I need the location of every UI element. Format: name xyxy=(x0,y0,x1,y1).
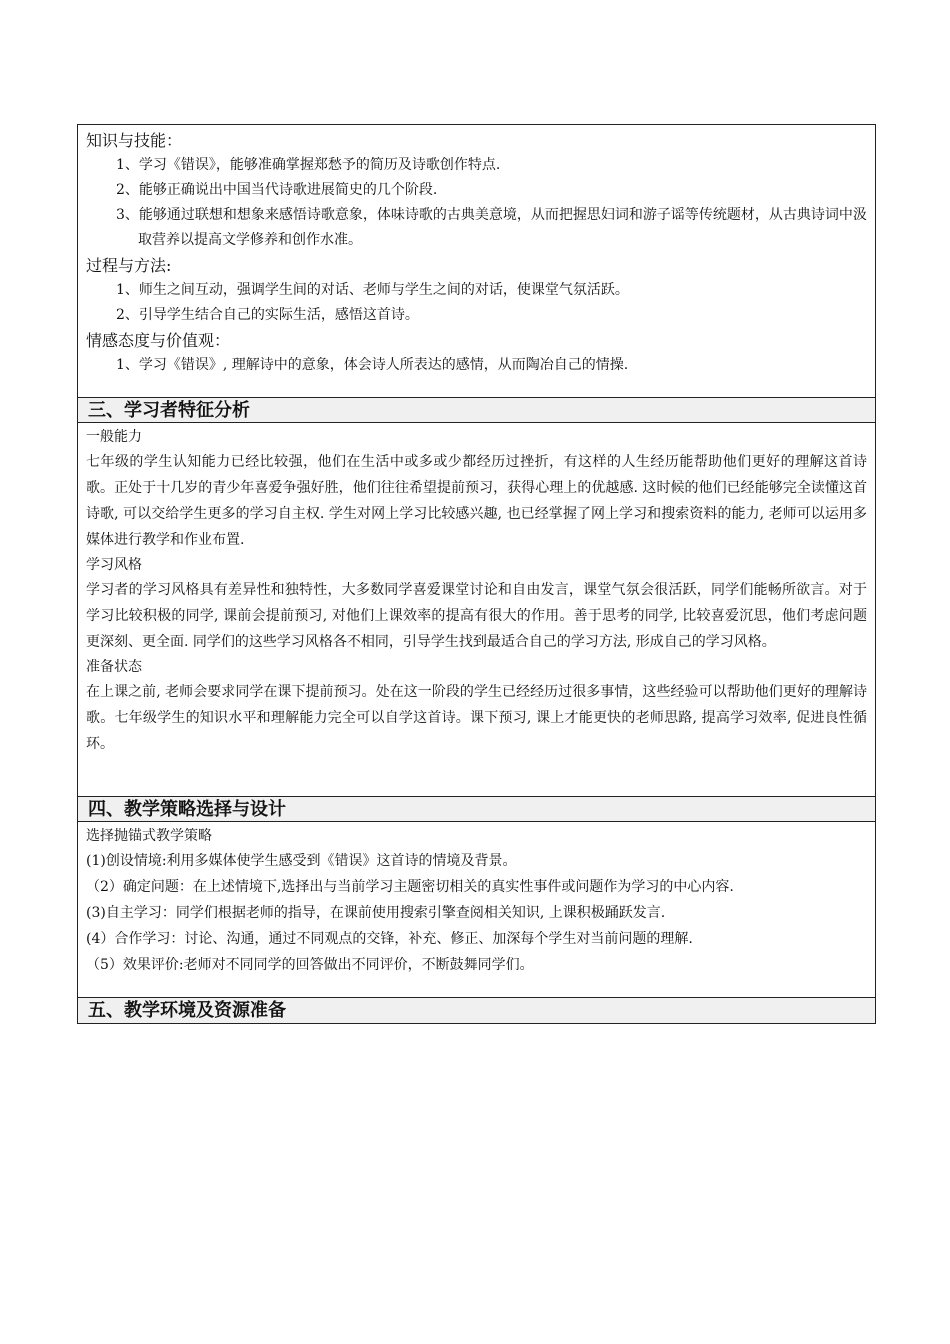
strategy-cell xyxy=(78,822,875,998)
readiness-paragraph: 在上课之前, 老师会要求同学在课下提前预习。处在这一阶段的学生已经经历过很多事情，这些经验可以帮助他们更好的理解诗歌。七年级学生的知识水平和理解能力完全可以自学这首诗。课下预习, 课上才能更快的老师思路, 提高学习效率, 促进良性循环。 xyxy=(86,684,867,752)
style-paragraph: 学习者的学习风格具有差异性和独特性，大多数同学喜爱课堂讨论和自由发言，课堂气氛会很活跃，同学们能畅所欲言。对于学习比较积极的同学, 课前会提前预习, 对他们上课效率的提高有很大的作用。善于思考的同学, 比较喜爱沉思，他们考虑问题更深刻、更全面. 同学们的这些学习风格各不相同，引导学生找到最适合自己的学习方法, 形成自己的学习风格。 xyxy=(86,582,867,650)
knowledge-item: 3、能够通过联想和想象来感悟诗歌意象，体味诗歌的古典美意境，从而把握思妇词和游子谣等传统题材，从古典诗词中汲取营养以提高文学修养和创作水准。 xyxy=(116,207,867,248)
process-item: 2、引导学生结合自己的实际生活，感悟这首诗。 xyxy=(116,307,419,323)
ability-paragraph: 七年级的学生认知能力已经比较强，他们在生活中或多或少都经历过挫折，有这样的人生经历能帮助他们更好的理解这首诗歌。正处于十几岁的青少年喜爱争强好胜，他们往往希望提前预习，获得心理上的优越感. 这时候的他们已经能够完全读懂这首诗歌, 可以交给学生更多的学习自主权. 学生对网上学习比较感兴趣, 也已经掌握了网上学习和搜索资料的能力, 老师可以运用多媒体进行教学和作业布置. xyxy=(86,454,867,548)
learner-analysis-cell xyxy=(78,423,875,797)
process-heading: 过程与方法: xyxy=(86,256,172,275)
style-heading: 学习风格 xyxy=(86,557,142,573)
strategy-item: (3)自主学习：同学们根据老师的指导，在课前使用搜索引擎查阅相关知识, 上课积极踊跃发言. xyxy=(86,905,666,921)
objectives-cell xyxy=(78,125,875,398)
ability-heading: 一般能力 xyxy=(86,429,142,445)
process-item: 1、师生之间互动，强调学生间的对话、老师与学生之间的对话，使课堂气氛活跃。 xyxy=(116,282,629,298)
strategy-item: (1)创设情境:利用多媒体使学生感受到《错误》这首诗的情境及背景。 xyxy=(86,853,517,869)
strategy-item: （5）效果评价:老师对不同同学的回答做出不同评价，不断鼓舞同学们。 xyxy=(86,957,534,973)
emotion-item: 1、学习《错误》, 理解诗中的意象，体会诗人所表达的感情，从而陶冶自己的情操. xyxy=(116,357,629,373)
section-4-title: 四、教学策略选择与设计 xyxy=(78,797,875,822)
knowledge-heading: 知识与技能： xyxy=(86,131,183,150)
strategy-intro: 选择抛锚式教学策略 xyxy=(86,828,212,844)
knowledge-item: 2、能够正确说出中国当代诗歌进展简史的几个阶段. xyxy=(116,182,438,198)
readiness-heading: 准备状态 xyxy=(86,659,142,675)
strategy-item: (4）合作学习：讨论、沟通，通过不同观点的交锋，补充、修正、加深每个学生对当前问题的理解. xyxy=(86,931,693,947)
emotion-heading: 情感态度与价值观： xyxy=(86,331,231,350)
lesson-plan-table xyxy=(77,124,876,1024)
strategy-item: （2）确定问题：在上述情境下,选择出与当前学习主题密切相关的真实性事件或问题作为学习的中心内容. xyxy=(86,879,734,895)
section-5-title: 五、教学环境及资源准备 xyxy=(78,998,875,1023)
section-3-title: 三、学习者特征分析 xyxy=(78,398,875,423)
knowledge-item: 1、学习《错误》，能够准确掌握郑愁予的简历及诗歌创作特点. xyxy=(116,157,501,173)
